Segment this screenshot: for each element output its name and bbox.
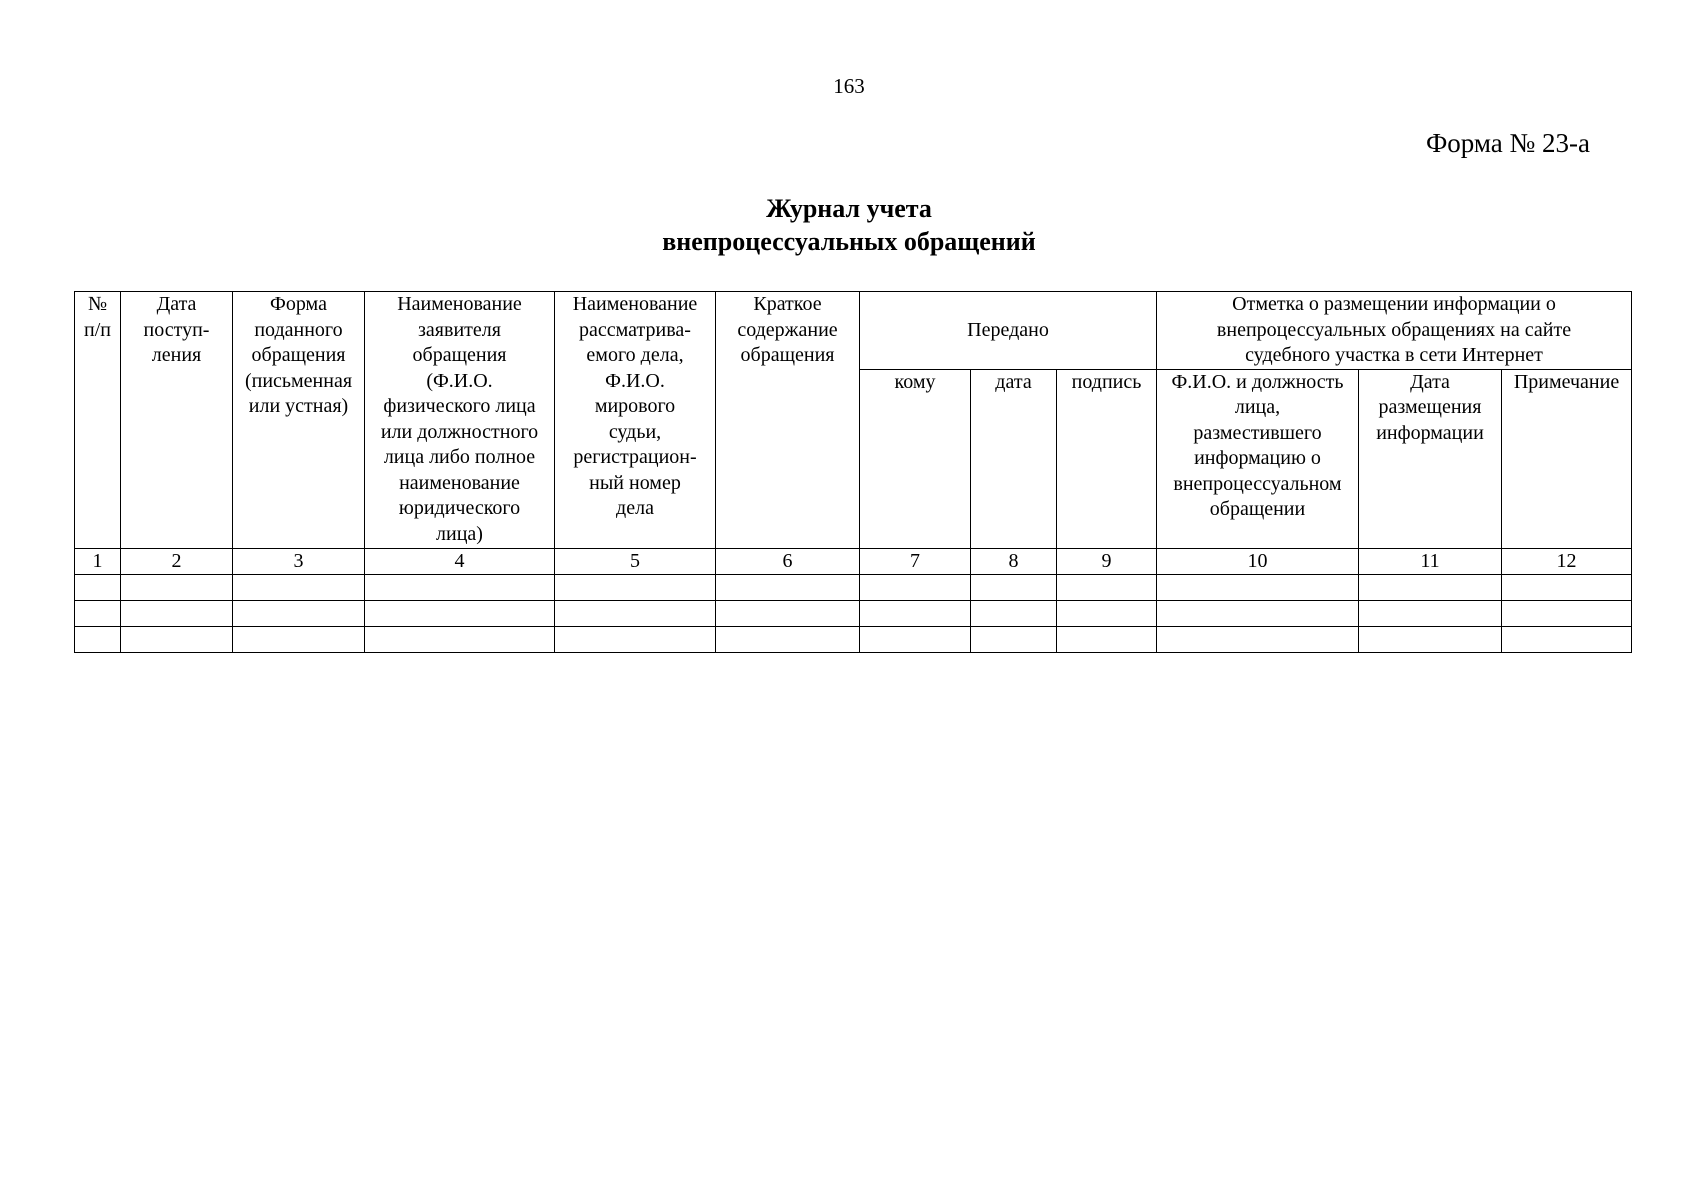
table-cell [1502, 574, 1632, 600]
table-cell [971, 626, 1057, 652]
table-row [75, 626, 1632, 652]
header-cell-number: № п/п [75, 292, 121, 549]
column-index-cell: 6 [716, 548, 860, 574]
header-group-transferred: Передано [860, 292, 1157, 370]
table-row [75, 600, 1632, 626]
table-cell [971, 574, 1057, 600]
column-index-cell: 11 [1359, 548, 1502, 574]
header-cell-summary: Краткое содержание обращения [716, 292, 860, 549]
column-index-cell: 7 [860, 548, 971, 574]
column-index-row [75, 548, 1632, 574]
header-cell-transfer-date: дата [971, 369, 1057, 548]
table-cell [1057, 626, 1157, 652]
title-line-1: Журнал учета [766, 194, 932, 223]
column-index-cell: 2 [121, 548, 233, 574]
table-cell [75, 600, 121, 626]
table-cell [1359, 574, 1502, 600]
table-cell [121, 574, 233, 600]
table-cell [75, 574, 121, 600]
table-cell [716, 574, 860, 600]
column-index-cell: 8 [971, 548, 1057, 574]
header-cell-posting-date: Дата размещения информации [1359, 369, 1502, 548]
table-cell [1502, 600, 1632, 626]
header-cell-to-whom: кому [860, 369, 971, 548]
table-cell [1157, 600, 1359, 626]
column-index-cell: 12 [1502, 548, 1632, 574]
table-cell [1057, 574, 1157, 600]
table-cell [75, 626, 121, 652]
table-cell [1057, 600, 1157, 626]
table-cell [971, 600, 1057, 626]
table-cell [1502, 626, 1632, 652]
table-cell [365, 574, 555, 600]
table-cell [121, 600, 233, 626]
table-cell [555, 600, 716, 626]
table-cell [233, 626, 365, 652]
table-cell [1157, 574, 1359, 600]
empty-rows [75, 574, 1632, 652]
table-cell [860, 600, 971, 626]
table-cell [365, 600, 555, 626]
document-title [0, 192, 1698, 258]
table-cell [233, 600, 365, 626]
table-cell [716, 626, 860, 652]
table-cell [860, 574, 971, 600]
table-cell [121, 626, 233, 652]
header-cell-signature: подпись [1057, 369, 1157, 548]
header-cell-case-name: Наименование рассматрива- емого дела, Ф.И.О. мирового судьи, регистрацион- ный номер дела [555, 292, 716, 549]
table-cell [365, 626, 555, 652]
form-number: Форма № 23-а [1425, 128, 1590, 158]
header-cell-receipt-date: Дата поступ- ления [121, 292, 233, 549]
column-index-cell: 1 [75, 548, 121, 574]
table-cell [1359, 626, 1502, 652]
table-cell [555, 574, 716, 600]
column-index-cell: 4 [365, 548, 555, 574]
header-cell-posted-by: Ф.И.О. и должность лица, разместившего информацию о внепроцессуальном обращении [1157, 369, 1359, 548]
column-index-cell: 9 [1057, 548, 1157, 574]
table-cell [555, 626, 716, 652]
journal-table [74, 291, 1632, 653]
column-index-cell: 10 [1157, 548, 1359, 574]
table-cell [233, 574, 365, 600]
column-index-cell: 5 [555, 548, 716, 574]
page-number: 163 [833, 74, 865, 98]
title-line-2: внепроцессуальных обращений [662, 227, 1036, 256]
header-cell-note: Примечание [1502, 369, 1632, 548]
column-index-cell: 3 [233, 548, 365, 574]
header-group-website: Отметка о размещении информации о внепроцессуальных обращениях на сайте судебного участка в сети Интернет [1157, 292, 1632, 370]
table-cell [860, 626, 971, 652]
header-cell-applicant: Наименование заявителя обращения (Ф.И.О. физического лица или должностного лица либо полное наименование юридического лица) [365, 292, 555, 549]
table-cell [1157, 626, 1359, 652]
header-cell-appeal-form: Форма поданного обращения (письменная или устная) [233, 292, 365, 549]
table-cell [1359, 600, 1502, 626]
table-cell [716, 600, 860, 626]
header-row-top [75, 292, 1632, 370]
table-row [75, 574, 1632, 600]
